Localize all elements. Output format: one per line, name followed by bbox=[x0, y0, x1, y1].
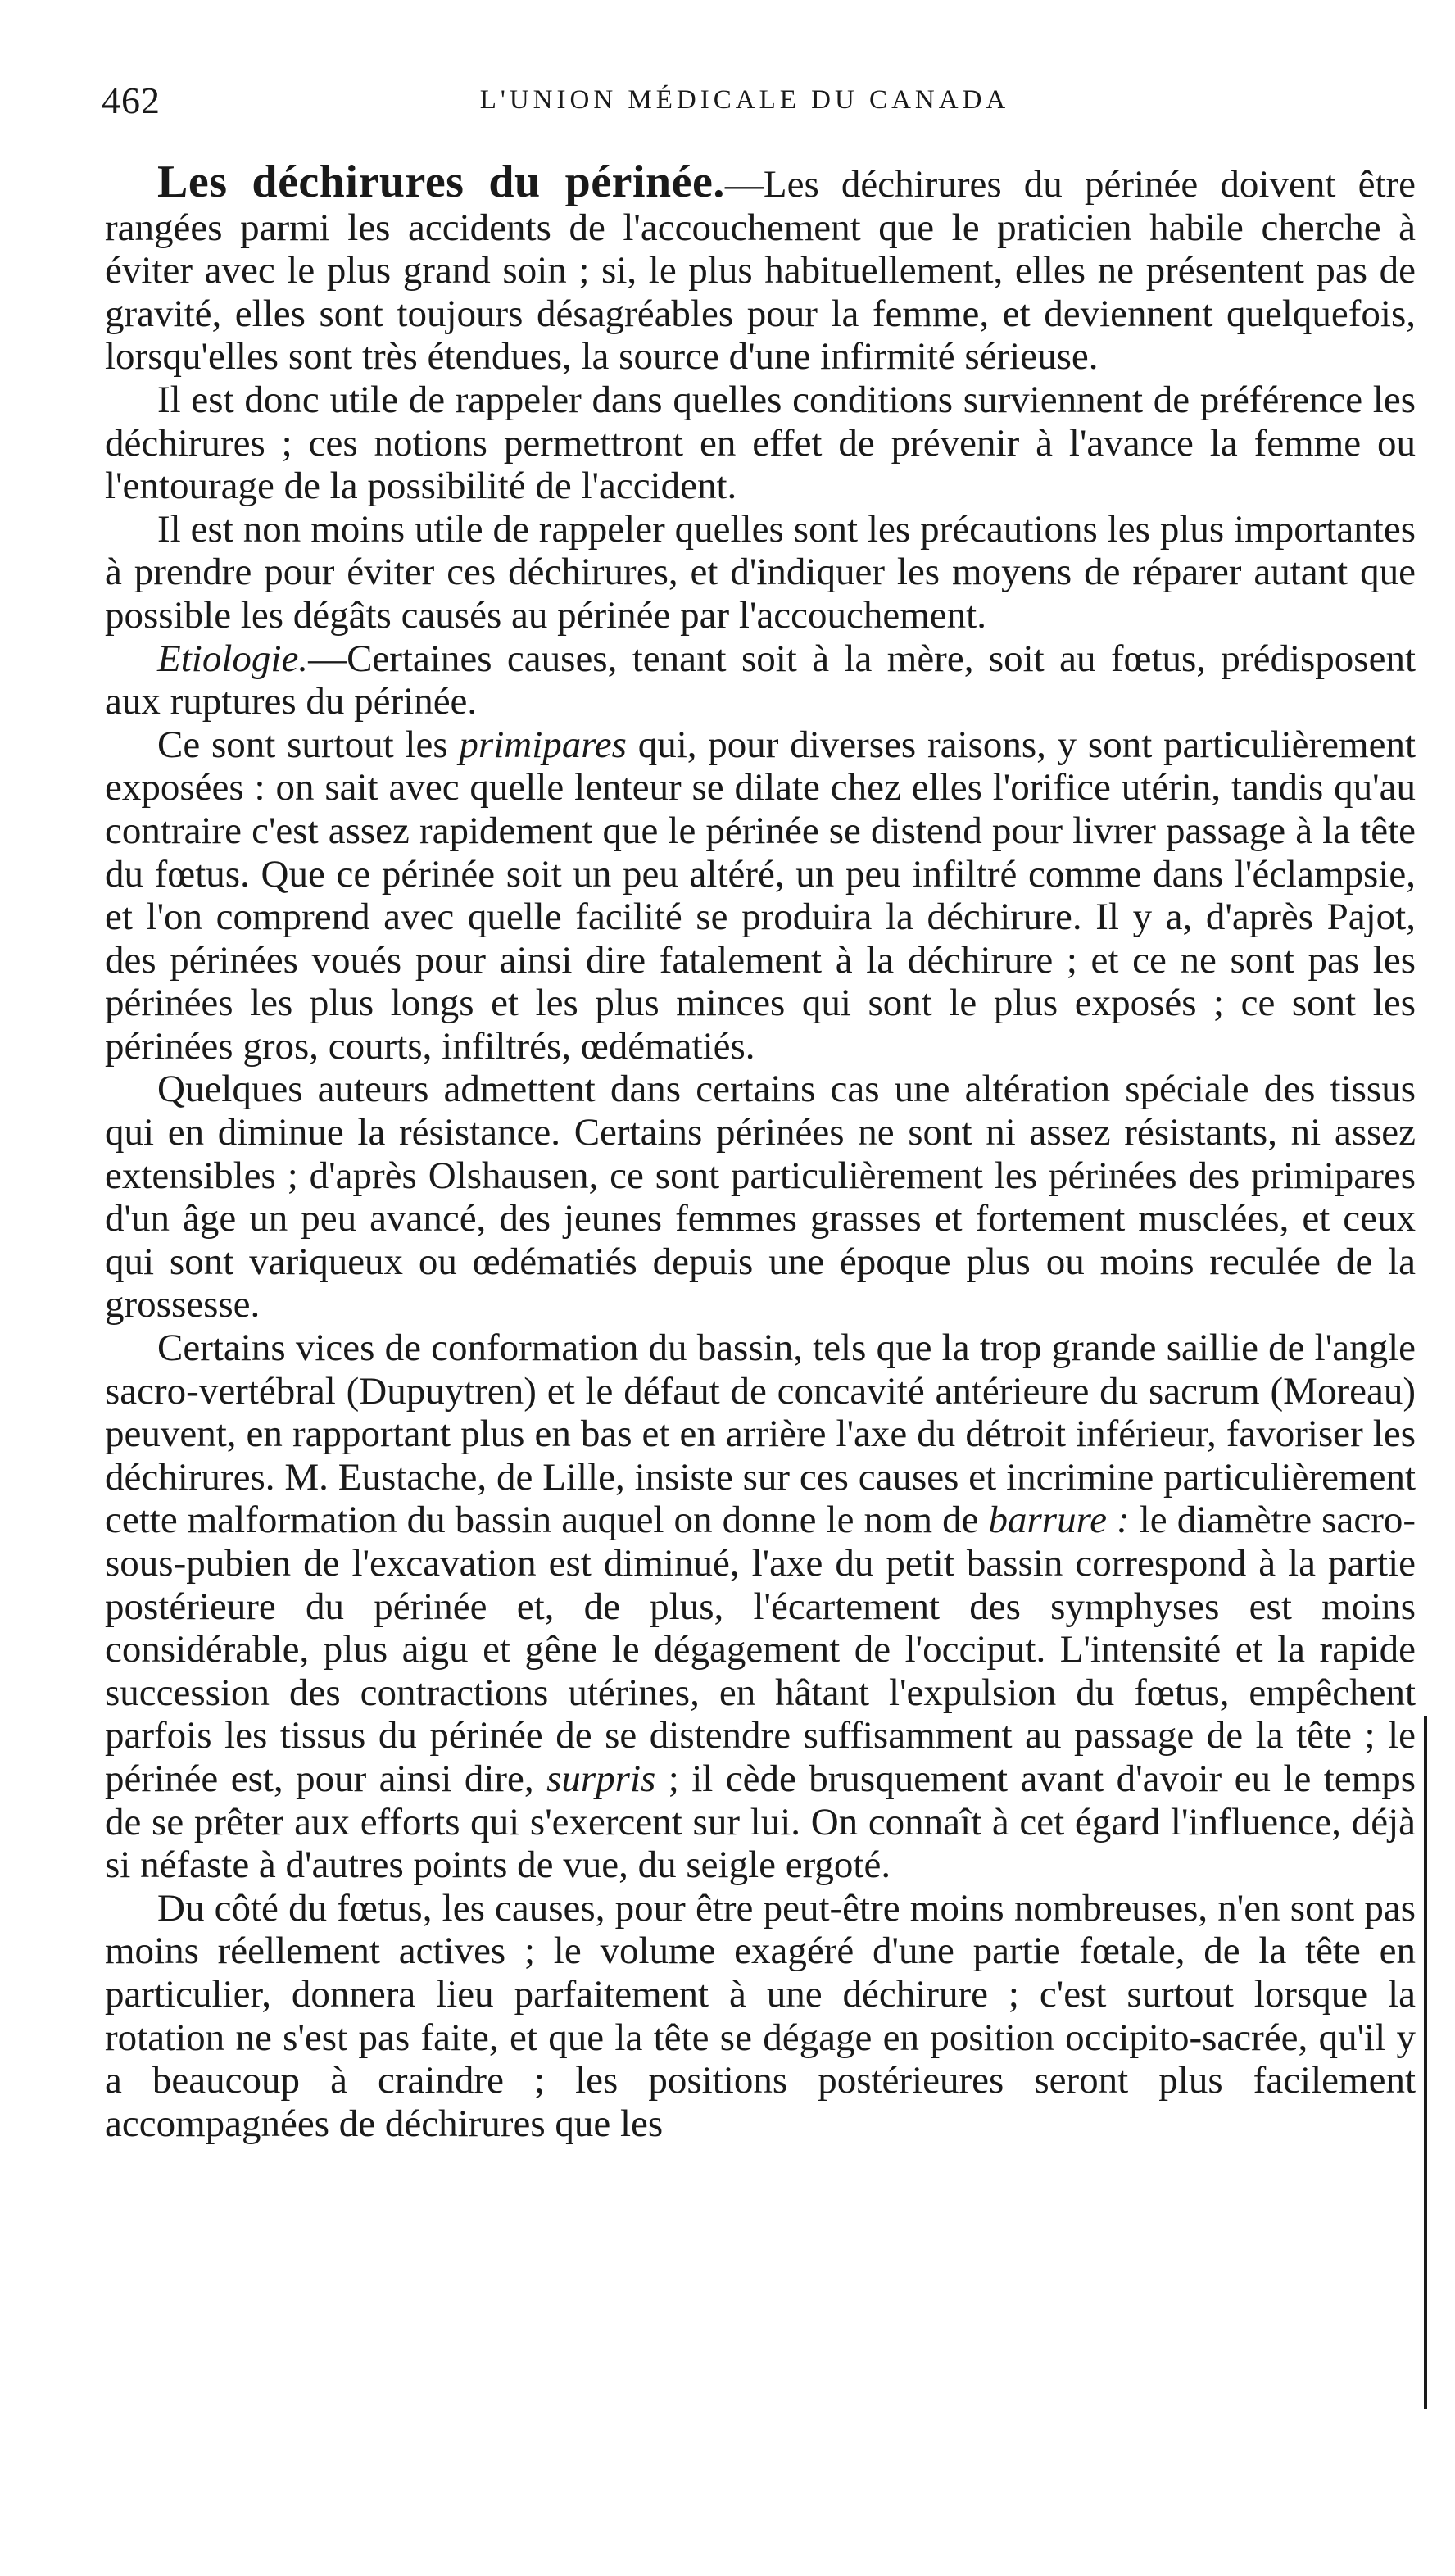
text-run: Certains vices de conformation du bassin, tels que la trop grande saillie de l'angle sacro-vertébral (Dupuytren) et le défaut de concavité antérieure du sacrum (Moreau) peuvent, en rapportant plus en bas et en arrière l'axe du détroit inférieur, favoriser les déchirures. M. Eustache, de Lille, insiste sur ces causes et incrimine particulièrement cette malformation du bassin auquel on donne le nom de bbox=[105, 1327, 1416, 1542]
italic-term: primipares bbox=[459, 723, 627, 766]
article-body bbox=[105, 156, 1416, 2145]
page-header bbox=[102, 79, 1388, 128]
page-edge-rule bbox=[1424, 1716, 1427, 2409]
italic-term: surpris bbox=[546, 1757, 656, 1800]
text-run: le diamètre sacro-sous-pubien de l'excavation est diminué, l'axe du petit bassin correspond à la partie postérieure du périnée et, de plus, l'écartement des symphyses est moins considérable, plus aigu et gêne le dégagement de l'occiput. L'intensité et la rapide succession des contractions utérines, en hâtant l'expulsion du fœtus, empêchent parfois les tissus du périnée de se distendre suffisamment au passage de la tête ; le périnée est, pour ainsi dire, bbox=[105, 1499, 1416, 1800]
paragraph-primipares bbox=[105, 723, 1416, 1068]
paragraph-etiology bbox=[105, 637, 1416, 723]
paragraph-precautions: Il est non moins utile de rappeler quelles sont les précautions les plus importantes à prendre pour éviter ces déchirures, et d'indiquer les moyens de réparer autant que possible les dégâts causés au périnée par l'accouchement. bbox=[105, 507, 1416, 637]
paragraph-tissues: Quelques auteurs admettent dans certains cas une altération spéciale des tissus qui en diminue la résistance. Certains périnées ne sont ni assez résistants, ni assez extensibles ; d'après Olshausen, ce sont particulièrement les périnées des primipares d'un âge un peu avancé, des jeunes femmes grasses et fortement musclées, et ceux qui sont variqueux ou œdématiés depuis une époque plus ou moins reculée de la grossesse. bbox=[105, 1068, 1416, 1327]
text-run: Ce sont surtout les bbox=[157, 723, 460, 766]
italic-term: barrure : bbox=[988, 1499, 1130, 1542]
paragraph-pelvis bbox=[105, 1327, 1416, 1887]
etiology-text: —Certaines causes, tenant soit à la mère, soit au fœtus, prédisposent aux ruptures du périnée. bbox=[105, 637, 1416, 723]
paragraph-fetus: Du côté du fœtus, les causes, pour être peut-être moins nombreuses, n'en sont pas moins réellement actives ; le volume exagéré d'une partie fœtale, de la tête en particulier, donnera lieu parfaitement à une déchirure ; c'est surtout lorsque la rotation ne s'est pas faite, et que la tête se dégage en position occipito-sacrée, qu'il y a beaucoup à craindre ; les positions postérieures seront plus facilement accompagnées de déchirures que les bbox=[105, 1886, 1416, 2145]
paragraph-intro-text: —Les déchirures du périnée doivent être rangées parmi les accidents de l'accouchement que le praticien habile cherche à éviter avec le plus grand soin ; si, le plus habituellement, elles ne présentent pas de gravité, elles sont toujours désagréables pour la femme, et deviennent quelquefois, lorsqu'elles sont très étendues, la source d'une infirmité sérieuse. bbox=[105, 163, 1416, 379]
paragraph-intro bbox=[105, 156, 1416, 379]
text-run: ; il cède brusquement avant d'avoir eu le temps de se prêter aux efforts qui s'exercent sur lui. On connaît à cet égard l'influence, déjà si néfaste à d'autres points de vue, du seigle ergoté. bbox=[105, 1757, 1416, 1887]
page-number: 462 bbox=[102, 79, 161, 121]
paragraph-conditions: Il est donc utile de rappeler dans quelles conditions surviennent de préférence les déchirures ; ces notions permettront en effet de prévenir à l'avance la femme ou l'entourage de la possibilité de l'accident. bbox=[105, 378, 1416, 508]
running-head: L'UNION MÉDICALE DU CANADA bbox=[479, 85, 1010, 115]
text-run: qui, pour diverses raisons, y sont particulièrement exposées : on sait avec quelle lenteur se dilate chez elles l'orifice utérin, tandis qu'au contraire c'est assez rapidement que le périnée se distend pour livrer passage à la tête du fœtus. Que ce périnée soit un peu altéré, un peu infiltré comme dans l'éclampsie, et l'on comprend avec quelle facilité se produira la déchirure. Il y a, d'après Pajot, des périnées voués pour ainsi dire fatalement à la déchirure ; et ce ne sont pas les périnées les plus longs et les plus minces qui sont le plus exposés ; ce sont les périnées gros, courts, infiltrés, œdématiés. bbox=[105, 723, 1416, 1068]
etiology-heading: Etiologie. bbox=[157, 637, 309, 680]
section-title: Les déchirures du périnée. bbox=[157, 156, 725, 207]
